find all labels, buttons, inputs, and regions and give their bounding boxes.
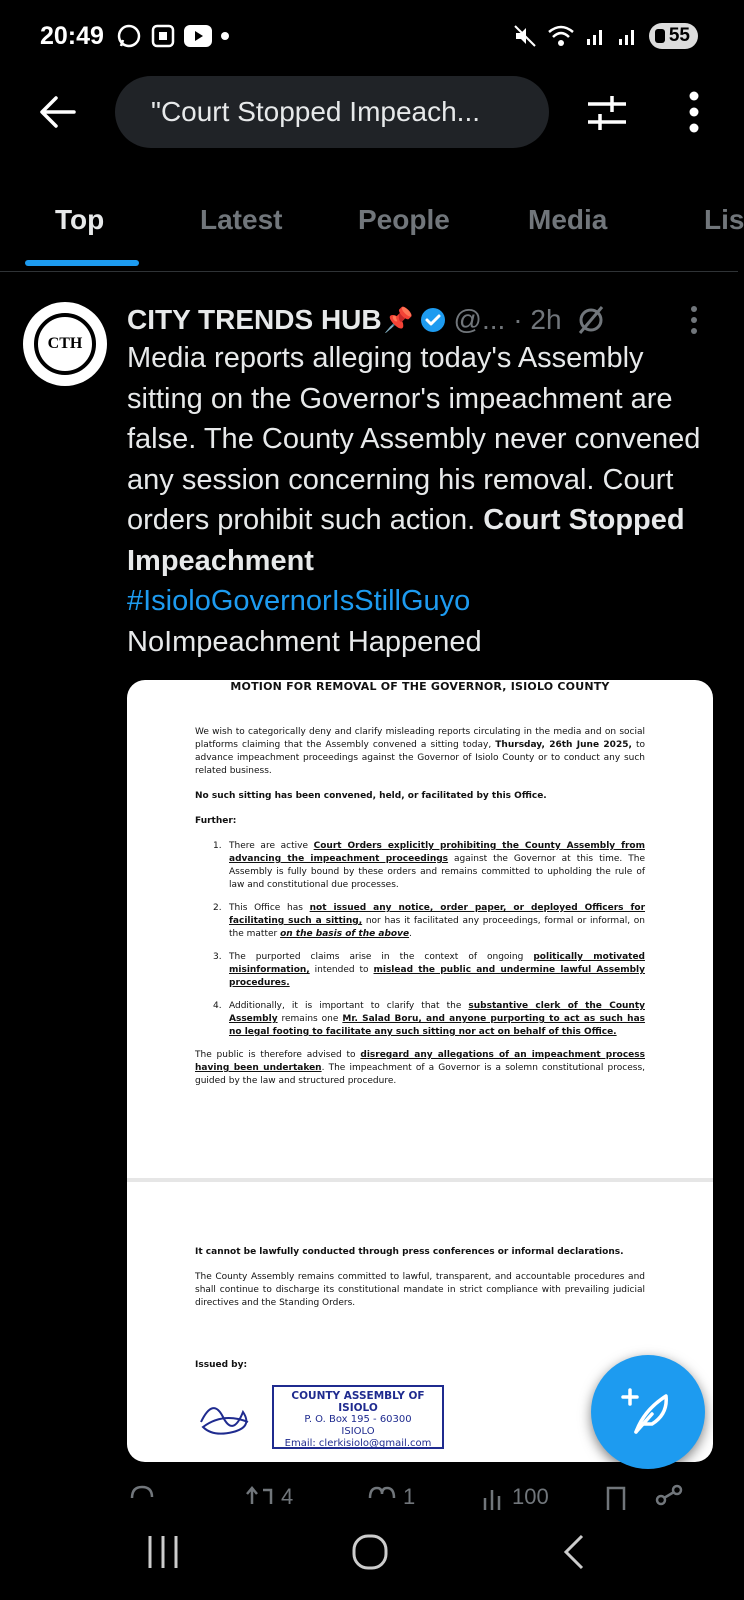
battery-indicator: 55 (649, 23, 698, 49)
stamp-address: P. O. Box 195 - 60300 (304, 1414, 412, 1425)
share-button[interactable] (655, 1484, 683, 1510)
verified-badge-icon (420, 307, 446, 333)
doc-date: Thursday, 26th June 2025, (495, 740, 632, 750)
doc-committed: The County Assembly remains committed to lawful, transparent, and accountable procedures and shall continue to discharge its constitutional mandate in strict compliance with prevailing judicial directives and the Standing Orders. (195, 1272, 645, 1308)
doc-no-sitting: No such sitting has been convened, held, or facilitated by this Office. (195, 791, 547, 801)
doc-text: against the Governor at this time. The Assembly is fully bound by these orders and remains committed to upholding the rule of law and constitutional due processes. (229, 854, 645, 890)
doc-list (213, 840, 645, 1039)
stamp-town: ISIOLO (341, 1426, 375, 1437)
stamp-title: COUNTY ASSEMBLY OF ISIOLO (291, 1390, 425, 1414)
like-count: 1 (403, 1484, 416, 1509)
doc-text: This Office has (229, 903, 310, 913)
notification-dot-icon (220, 31, 230, 41)
like-button[interactable] (367, 1484, 415, 1510)
back-arrow-icon[interactable] (38, 92, 78, 132)
avatar[interactable] (23, 302, 107, 386)
views-button[interactable] (482, 1484, 549, 1510)
doc-intro: We wish to categorically deny and clarify misleading reports circulating in the media and on social platforms claiming that the Assembly convened a sitting today, (195, 727, 645, 750)
repost-button[interactable] (245, 1484, 293, 1510)
tab-top[interactable]: Top (55, 204, 105, 235)
status-time: 20:49 (40, 21, 104, 50)
bookmark-icon (605, 1484, 627, 1510)
doc-body (195, 726, 645, 1100)
bookmark-button[interactable] (605, 1484, 627, 1510)
back-nav-icon[interactable] (562, 1534, 586, 1570)
post-image-document[interactable] (127, 680, 713, 1462)
post-body: Media reports alleging today's Assembly sitting on the Governor's impeachment are false. The County Assembly never convened any session concerning his removal. Court orders prohibit such action. (127, 342, 701, 536)
post-header (127, 300, 717, 340)
doc-title: MOTION FOR REMOVAL OF THE GOVERNOR, ISIOLO COUNTY (230, 680, 610, 693)
repost-icon (245, 1484, 275, 1510)
post-bold-text: Court Stopped Impeachment (127, 504, 685, 577)
doc-further: Further: (195, 816, 237, 826)
doc-underline: Court Orders explicitly prohibiting the County Assembly from advancing the impeachment proceedings (229, 841, 645, 864)
tab-people[interactable]: People (358, 204, 450, 235)
youtube-icon (184, 25, 212, 47)
whatsapp-icon (116, 23, 142, 49)
doc-text: nor has it facilitated any proceedings, formal or informal, on the matter (229, 916, 645, 939)
tab-latest[interactable]: Latest (200, 204, 283, 235)
recent-apps-icon[interactable] (146, 1534, 180, 1570)
doc-item-1: 1. There are active Court Orders explicitly prohibiting the County Assembly from advancing the impeachment proceedings against the Governor at this time. The Assembly is fully bound by these orders and remains committed to upholding the rule of law and constitutional due processes. (213, 841, 645, 890)
doc-text: remains one (277, 1014, 343, 1024)
doc-underline: politically motivated misinformation, (229, 952, 645, 975)
post-time: · 2h (513, 304, 562, 335)
author-name[interactable]: CITY TRENDS HUB (127, 304, 382, 335)
author-handle[interactable]: @... (453, 304, 506, 335)
tab-media[interactable]: Media (528, 204, 608, 235)
doc-text: . (409, 929, 412, 939)
post-actions (127, 1478, 727, 1509)
doc-item-3: 3. The purported claims arise in the context of ongoing politically motivated misinformation, intended to mislead the public and undermine lawful Assembly procedures. (213, 952, 645, 988)
doc-text: There are active (229, 841, 314, 851)
stamp-email: Email: clerkisiolo@gmail.com (284, 1438, 432, 1449)
doc-underline: on the basis of the above (280, 929, 410, 939)
status-bar (0, 0, 738, 72)
system-navigation-bar (0, 1512, 738, 1600)
filter-icon[interactable] (586, 92, 628, 134)
share-icon (655, 1484, 683, 1510)
active-tab-indicator (25, 260, 139, 266)
doc-page-break (127, 1178, 713, 1182)
doc-intro-end: to advance impeachment proceedings against the Governor of Isiolo County or to conduct any such related business. (195, 740, 646, 776)
wifi-icon (547, 24, 575, 48)
doc-issued-by: Issued by: (195, 1360, 248, 1370)
more-options-icon[interactable] (684, 90, 704, 134)
compose-post-button[interactable] (591, 1355, 705, 1469)
search-tabs (0, 190, 744, 272)
reply-button[interactable] (129, 1484, 155, 1510)
pushpin-icon: 📌 (383, 306, 414, 334)
search-input[interactable]: "Court Stopped Impeach... (115, 76, 549, 148)
doc-underline: disregard any allegations of an impeachment process having been undertaken (195, 1050, 645, 1073)
reply-icon (129, 1484, 155, 1510)
search-header (0, 74, 738, 150)
feather-plus-icon (622, 1386, 674, 1438)
doc-text: The purported claims arise in the context of ongoing (229, 952, 534, 962)
post-more-icon[interactable] (690, 305, 698, 335)
doc-item-2: 2. This Office has not issued any notice, order paper, or deployed Officers for facilitating such a sitting, nor has it facilitated any proceedings, formal or informal, on the matter on the basis of the above. (213, 903, 646, 939)
doc-public (195, 1049, 645, 1088)
views-count: 100 (512, 1484, 549, 1509)
doc-item-4: 4. Additionally, it is important to clarify that the substantive clerk of the County Assembly remains one Mr. Salad Boru, and anyone purporting to act as such has no legal footing to facilitate any such sitting nor act on behalf of this Office. (213, 1001, 646, 1037)
post-text (127, 338, 717, 662)
doc-cannot: It cannot be lawfully conducted through press conferences or informal declarations. (195, 1247, 624, 1257)
doc-text: The public is therefore advised to (195, 1050, 361, 1060)
grok-icon[interactable] (576, 305, 606, 335)
signal-icon (585, 25, 607, 47)
signature-icon (193, 1392, 263, 1442)
post-tail-text: NoImpeachment Happened (127, 625, 482, 658)
repost-count: 4 (281, 1484, 294, 1509)
heart-icon (367, 1484, 397, 1510)
doc-underline: substantive clerk of the County Assembly (229, 1001, 645, 1024)
doc-text: intended to (309, 965, 374, 975)
views-icon (482, 1484, 506, 1510)
avatar-logo: CTH (34, 313, 96, 375)
tab-lists[interactable]: Lis (704, 204, 744, 235)
doc-underline: not issued any notice, order paper, or deployed Officers for facilitating such a sitting, (229, 903, 646, 926)
hashtag-link[interactable]: #IsioloGovernorIsStillGuyo (127, 585, 471, 617)
mute-icon (513, 24, 537, 48)
doc-text: Additionally, it is important to clarify that the (229, 1001, 469, 1011)
home-icon[interactable] (352, 1534, 388, 1570)
official-stamp (272, 1385, 444, 1449)
signal-icon-2 (617, 25, 639, 47)
doc-body-page2 (195, 1246, 645, 1322)
doc-underline: mislead the public and undermine lawful Assembly procedures. (229, 965, 645, 988)
screenshot-icon (150, 23, 176, 49)
doc-underline: Mr. Salad Boru, and anyone purporting to act as such has no legal footing to facilitate any such sitting nor act on behalf of this Office. (229, 1014, 646, 1037)
doc-text: . The impeachment of a Governor is a solemn constitutional process, guided by the law and structured procedure. (195, 1063, 645, 1086)
